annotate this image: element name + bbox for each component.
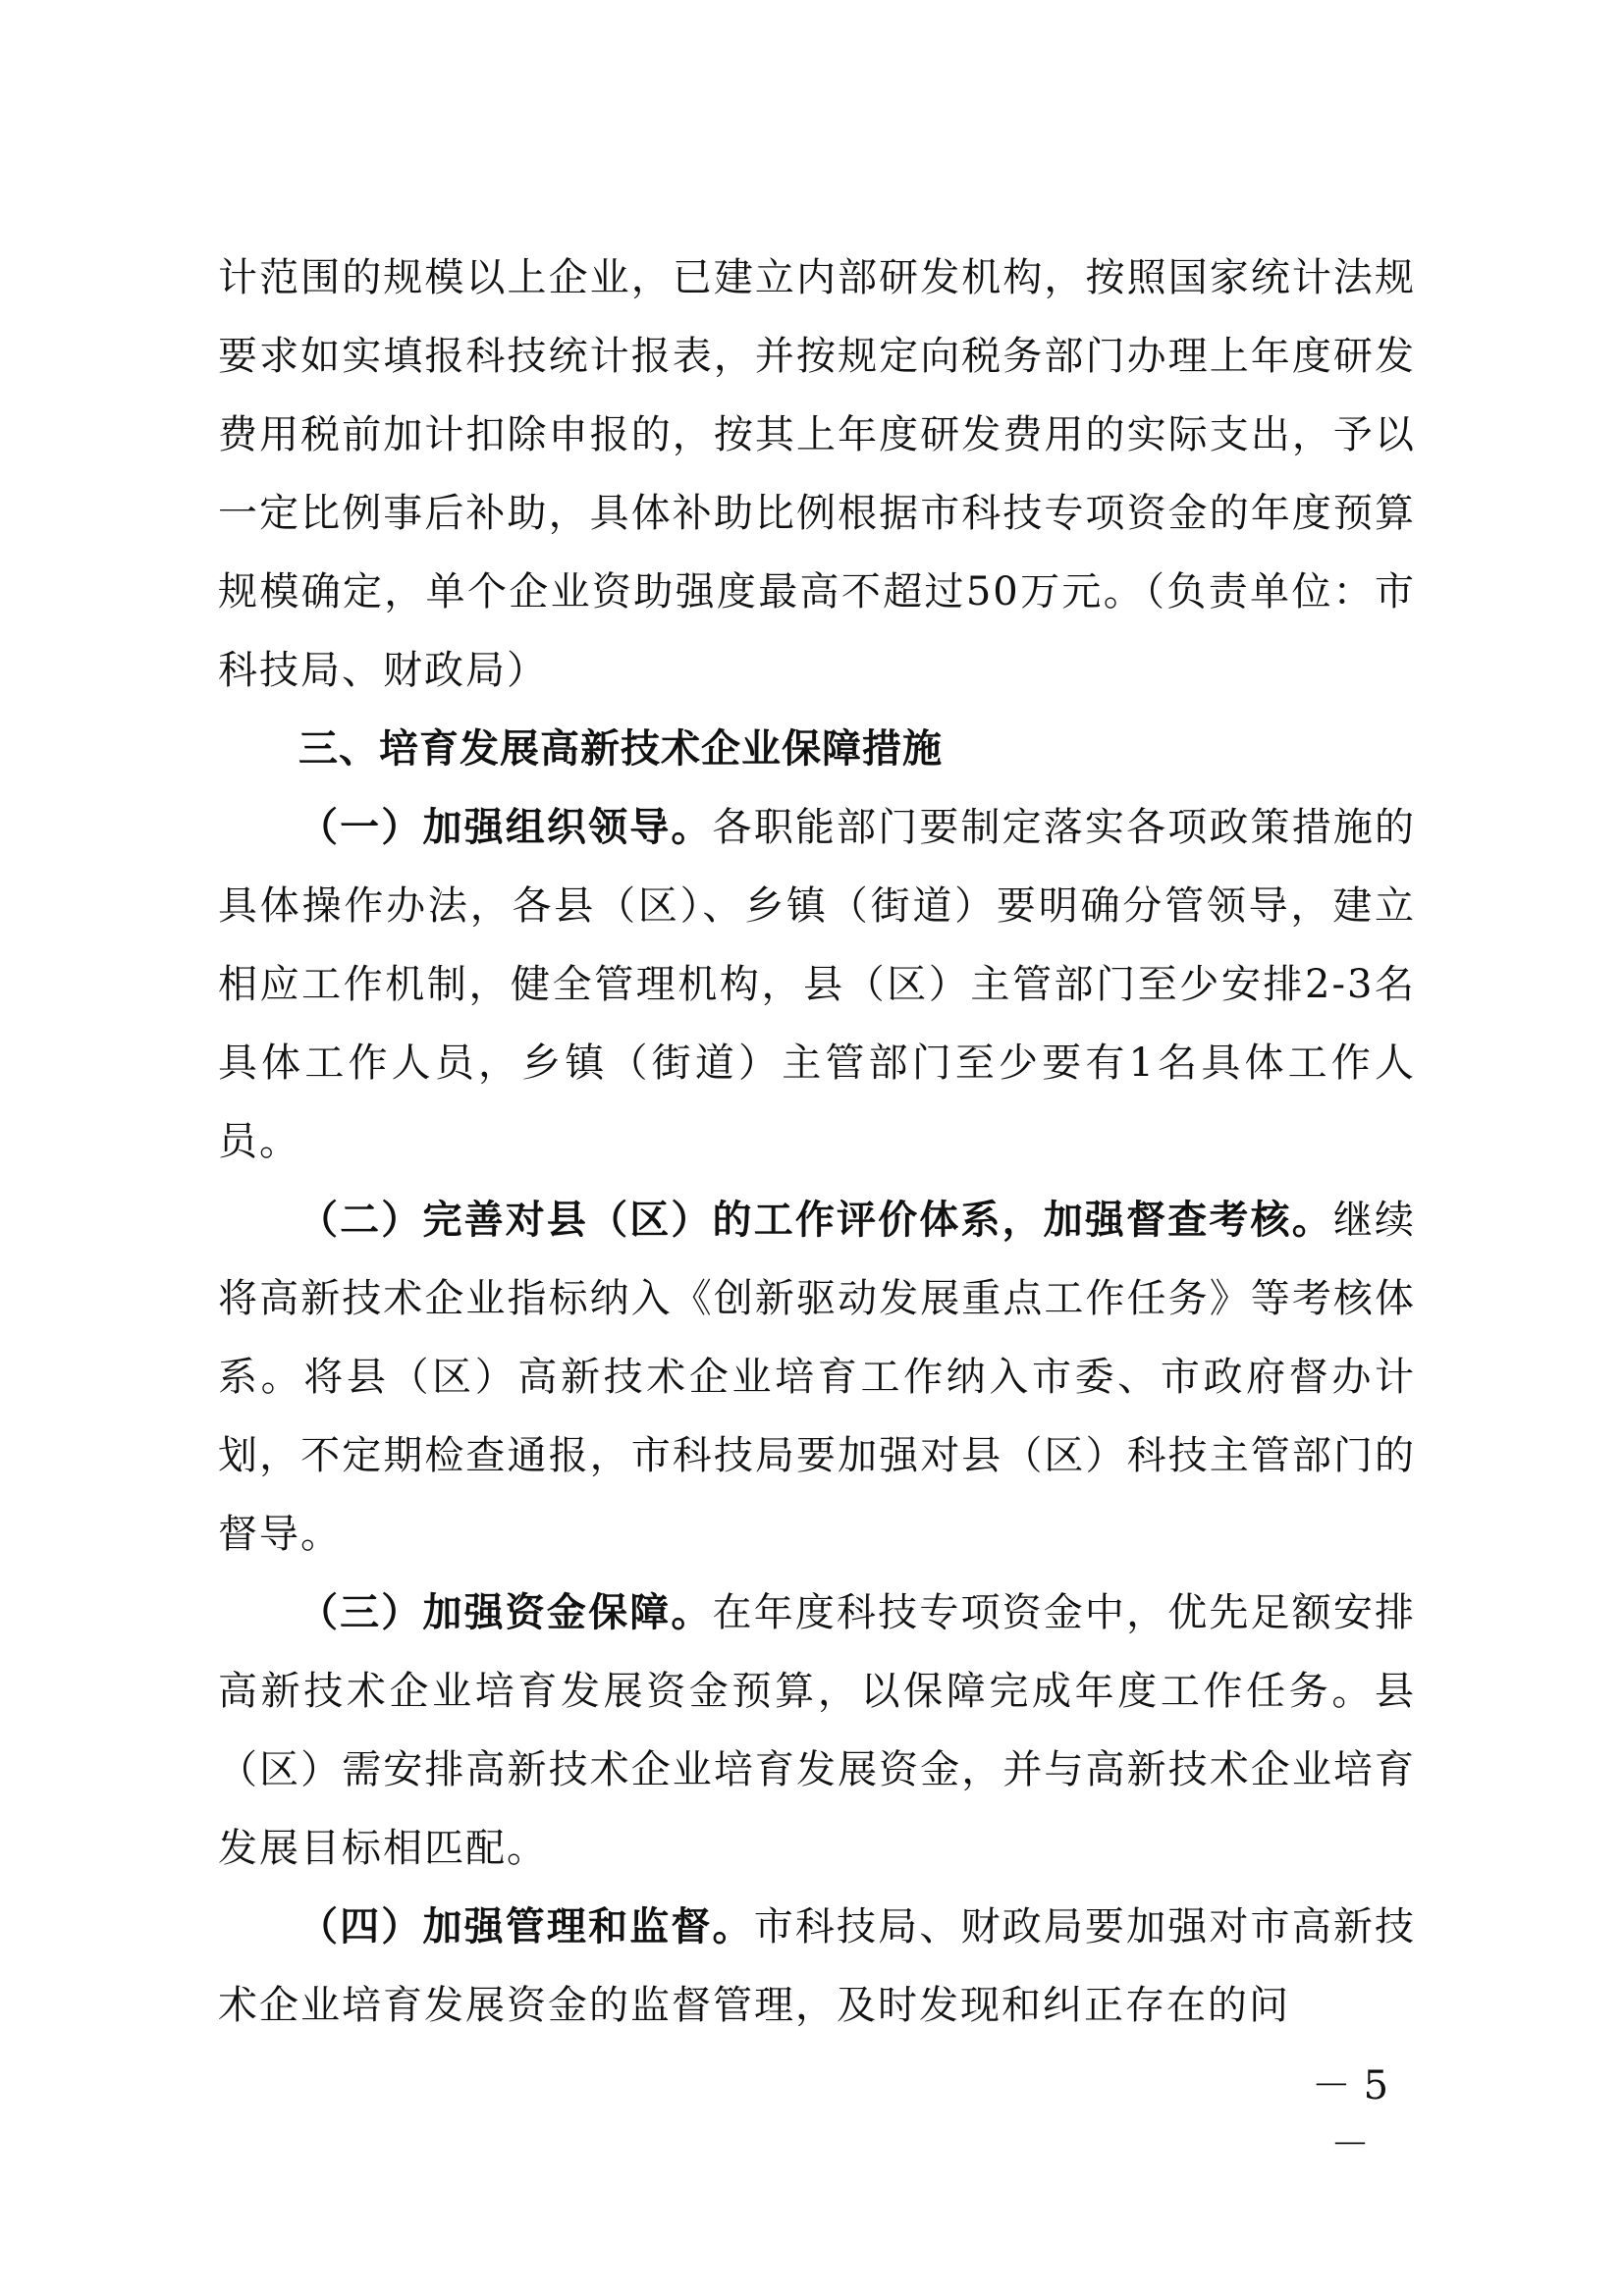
measure-paragraph-3 [218,1574,1416,1888]
measure-lead-3: （三）加强资金保障。 [298,1589,713,1635]
measure-paragraph-1 [218,788,1416,1181]
measure-body-2: 继续将高新技术企业指标纳入《创新驱动发展重点工作任务》等考核体系。将县（区）高新技术企业培育工作纳入市委、市政府督办计划，不定期检查通报，市科技局要加强对县（区）科技主管部门的督导。 [218,1198,1417,1557]
measure-lead-2: （二）完善对县（区）的工作评价体系，加强督查考核。 [298,1197,1333,1243]
measure-body-1: 各职能部门要制定落实各项政策措施的具体操作办法，各县（区）、乡镇（街道）要明确分管领导，建立相应工作机制，健全管理机构，县（区）主管部门至少安排2-3名具体工作人员，乡镇（街道）主管部门至少要有1名具体工作人员。 [218,805,1417,1164]
page-number: － 5 － [1311,2063,1389,2167]
measure-lead-4: （四）加强管理和监督。 [298,1903,754,1949]
section-heading: 三、培育发展高新技术企业保障措施 [298,726,943,772]
measure-body-3: 在年度科技专项资金中，优先足额安排高新技术企业培育发展资金预算，以保障完成年度工作任务。县（区）需安排高新技术企业培育发展资金，并与高新技术企业培育发展目标相匹配。 [218,1590,1417,1871]
measure-body-4: 市科技局、财政局要加强对市高新技术企业培育发展资金的监督管理，及时发现和纠正存在的问 [218,1904,1417,2028]
continuation-paragraph: 计范围的规模以上企业，已建立内部研发机构，按照国家统计法规要求如实填报科技统计报表，并按规定向税务部门办理上年度研发费用税前加计扣除申报的，按其上年度研发费用的实际支出，予以一定比例事后补助，具体补助比例根据市科技专项资金的年度预算规模确定，单个企业资助强度最高不超过50万元。（负责单位：市科技局、财政局） [218,255,1416,693]
page-body [218,239,1416,2045]
measure-paragraph-2 [218,1181,1416,1574]
measure-paragraph-4 [218,1888,1416,2045]
measure-lead-1: （一）加强组织领导。 [298,804,713,850]
